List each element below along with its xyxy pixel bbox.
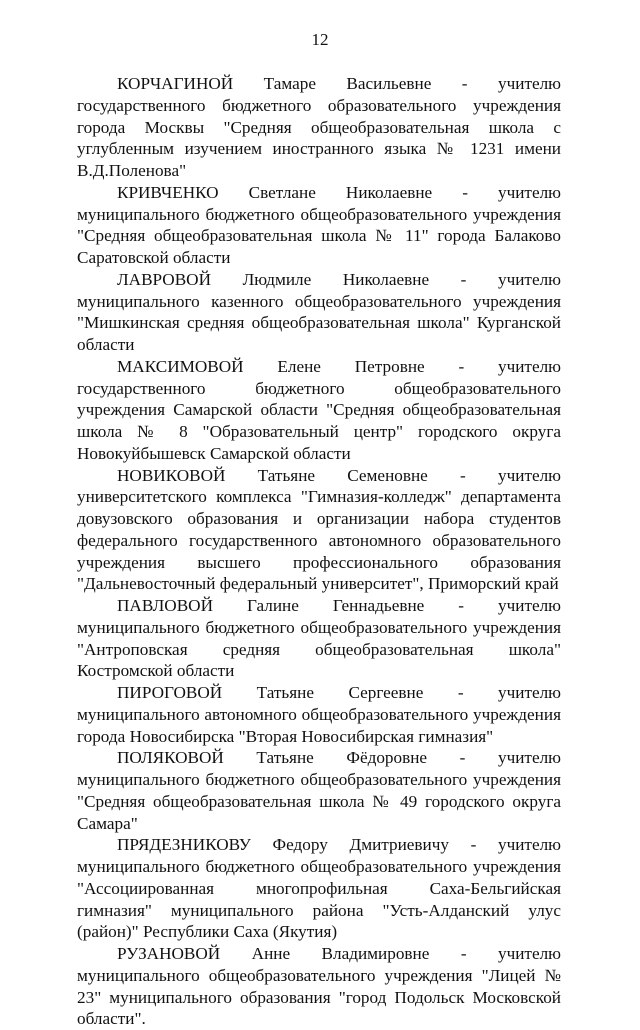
- paragraph-pirogova: ПИРОГОВОЙ Татьяне Сергеевне - учителю муниципального автономного общеобразовательного учреждения города Новосибирска "Вторая Новосибирская гимназия": [77, 683, 561, 746]
- paragraph-novikova: НОВИКОВОЙ Татьяне Семеновне - учителю университетского комплекса "Гимназия-колледж" департамента довузовского образования и организации набора студентов федерального государственного автономного образовательного учреждения высшего профессионального образования "Дальневосточный федеральный университет", Приморский край: [77, 465, 561, 594]
- paragraph-ruzanova: РУЗАНОВОЙ Анне Владимировне - учителю муниципального общеобразовательного учреждения "Лицей № 23" муниципального образования "город Подольск Московской области".: [77, 944, 561, 1029]
- paragraph-polyakova: ПОЛЯКОВОЙ Татьяне Фёдоровне - учителю муниципального бюджетного общеобразовательного учреждения "Средняя общеобразовательная школа № 49 городского округа Самара": [77, 748, 561, 833]
- page-number: 12: [311, 30, 329, 49]
- document-body: [77, 73, 561, 1030]
- paragraph-krivchenko: КРИВЧЕНКО Светлане Николаевне - учителю муниципального бюджетного общеобразовательного учреждения "Средняя общеобразовательная школа № 11" города Балаково Саратовской области: [77, 182, 561, 267]
- paragraph-lavrova: ЛАВРОВОЙ Людмиле Николаевне - учителю муниципального казенного общеобразовательного учреждения "Мишкинская средняя общеобразовательная школа" Курганской области: [77, 269, 561, 354]
- paragraph-pavlova: ПАВЛОВОЙ Галине Геннадьевне - учителю муниципального бюджетного общеобразовательного учреждения "Антроповская средняя общеобразовательная школа" Костромской области: [77, 596, 561, 681]
- paragraph-maksimova: МАКСИМОВОЙ Елене Петровне - учителю государственного бюджетного общеобразовательного учреждения Самарской области "Средняя общеобразовательная школа № 8 "Образовательный центр" городского округа Новокуйбышевск Самарской области: [77, 356, 561, 463]
- paragraph-pryadeznikov: ПРЯДЕЗНИКОВУ Федору Дмитриевичу - учителю муниципального бюджетного общеобразовательного учреждения "Ассоциированная многопрофильная Саха-Бельгийская гимназия" муниципального района "Усть-Алданский улус (район)" Республики Саха (Якутия): [77, 835, 561, 942]
- paragraph-korchagina: КОРЧАГИНОЙ Тамаре Васильевне - учителю государственного бюджетного образовательного учреждения города Москвы "Средняя общеобразовательная школа с углубленным изучением иностранного языка № 1231 имени В.Д.Поленова": [77, 74, 561, 180]
